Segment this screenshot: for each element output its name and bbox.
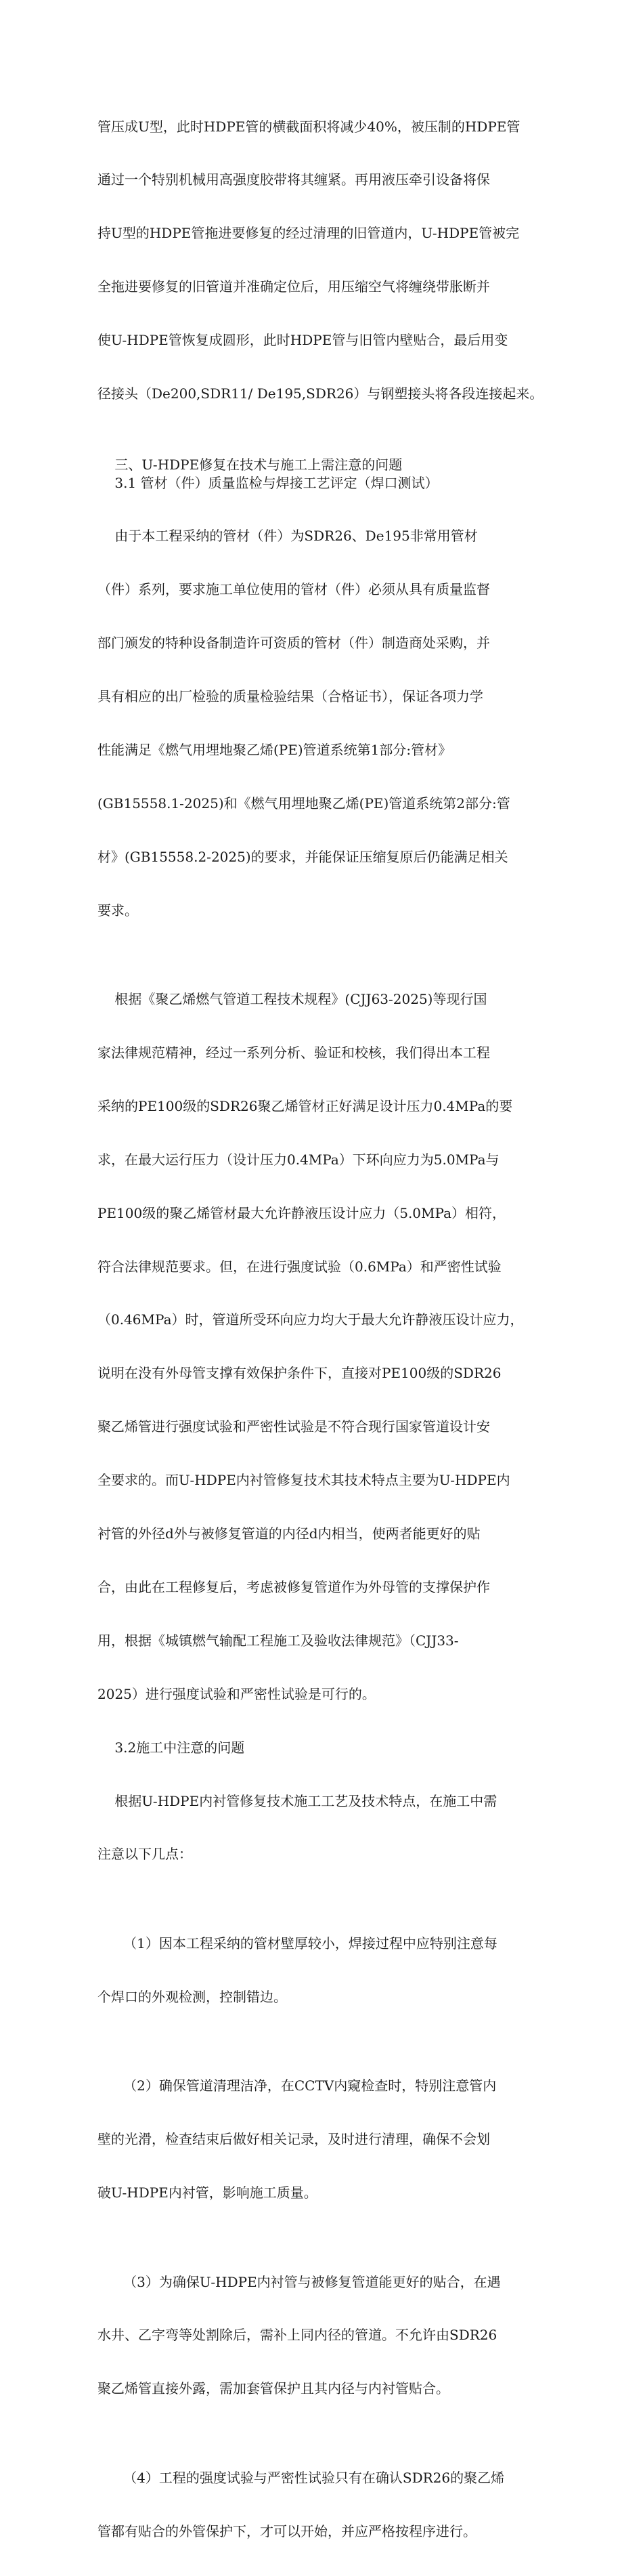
text-line: 壁的光滑，检查结束后做好相关记录，及时进行清理，确保不会划	[97, 2131, 490, 2148]
text-line: 2025）进行强度试验和严密性试验是可行的。	[97, 1685, 376, 1702]
text-line: （2）确保管道清理洁净，在CCTV内窥检查时，特别注意管内	[97, 2077, 497, 2094]
text-line: 衬管的外径d外与被修复管道的内径d内相当，使两者能更好的贴	[97, 1525, 481, 1542]
document-body	[97, 82, 551, 2576]
text-line: （1）因本工程采纳的管材壁厚较小，焊接过程中应特别注意每	[97, 1935, 497, 1951]
text-line: 使U-HDPE管恢复成圆形，此时HDPE管与旧管内壁贴合，最后用变	[97, 332, 508, 349]
text-line: （3）为确保U-HDPE内衬管与被修复管道能更好的贴合，在遇	[97, 2273, 501, 2290]
text-line: （4）工程的强度试验与严密性试验只有在确认SDR26的聚乙烯	[97, 2469, 505, 2486]
text-line: （件）系列，要求施工单位使用的管材（件）必须从具有质量监督	[97, 581, 490, 598]
text-line: 求，在最大运行压力（设计压力0.4MPa）下环向应力为5.0MPa与	[97, 1151, 500, 1168]
paragraph-gap	[97, 438, 551, 456]
text-line: 性能满足《燃气用埋地聚乙烯(PE)管道系统第1部分:管材》	[97, 741, 452, 758]
text-line: 通过一个特别机械用高强度胶带将其缠紧。再用液压牵引设备将保	[97, 171, 490, 188]
subsection-heading-3-2: 3.2施工中注意的问题	[97, 1739, 245, 1756]
text-line: 水井、乙字弯等处割除后，需补上同内径的管道。不允许由SDR26	[97, 2327, 497, 2344]
section-heading: 三、U-HDPE修复在技术与施工上需注意的问题	[97, 457, 403, 473]
text-line: 具有相应的出厂检验的质量检验结果（合格证书），保证各项力学	[97, 688, 483, 705]
list-item-2	[97, 2042, 551, 2237]
text-line: 说明在没有外母管支撑有效保护条件下，直接对PE100级的SDR26	[97, 1365, 502, 1382]
subsection-heading-3-1: 3.1 管材（件）质量监检与焊接工艺评定（焊口测试）	[97, 474, 439, 491]
intro-paragraph	[97, 82, 551, 438]
text-line: 用，根据《城镇燃气输配工程施工及验收法律规范》（CJJ33-	[97, 1632, 459, 1649]
paragraph-material-quality	[97, 492, 551, 955]
text-line: 由于本工程采纳的管材（件）为SDR26、De195非常用管材	[97, 528, 478, 545]
text-line: （0.46MPa）时，管道所受环向应力均大于最大允许静液压设计应力，	[97, 1311, 524, 1328]
text-line: 采纳的PE100级的SDR26聚乙烯管材正好满足设计压力0.4MPa的要	[97, 1097, 513, 1114]
text-line: 部门颁发的特种设备制造许可资质的管材（件）制造商处采购，并	[97, 635, 490, 652]
list-item-4	[97, 2433, 551, 2575]
text-line: 径接头（De200,SDR11/ De195,SDR26）与钢塑接头将各段连接起来。	[97, 385, 544, 402]
text-line: 聚乙烯管进行强度试验和严密性试验是不符合现行国家管道设计安	[97, 1418, 490, 1435]
text-line: (GB15558.1-2025)和《燃气用埋地聚乙烯(PE)管道系统第2部分:管	[97, 795, 510, 811]
text-line: 管都有贴合的外管保护下，才可以开始，并应严格按程序进行。	[97, 2522, 476, 2539]
text-line: 管压成U型，此时HDPE管的横截面积将减少40%，被压制的HDPE管	[97, 118, 520, 135]
list-item-1	[97, 1899, 551, 2041]
text-line: 家法律规范精神，经过一系列分析、验证和校核，我们得出本工程	[97, 1044, 490, 1061]
text-line: 材》(GB15558.2-2025)的要求，并能保证压缩复原后仍能满足相关	[97, 848, 508, 865]
paragraph-regulations	[97, 955, 551, 1739]
text-line: 全要求的。而U-HDPE内衬管修复技术其技术特点主要为U-HDPE内	[97, 1472, 510, 1489]
text-line: 要求。	[97, 902, 138, 919]
list-item-3	[97, 2237, 551, 2433]
text-line: 聚乙烯管直接外露，需加套管保护且其内径与内衬管贴合。	[97, 2380, 449, 2397]
text-line: PE100级的聚乙烯管材最大允许静液压设计应力（5.0MPa）相符，	[97, 1204, 506, 1221]
text-line: 持U型的HDPE管拖进要修复的经过清理的旧管道内，U-HDPE管被完	[97, 225, 520, 242]
text-line: 符合法律规范要求。但，在进行强度试验（0.6MPa）和严密性试验	[97, 1258, 502, 1275]
text-line: 个焊口的外观检测，控制错边。	[97, 1988, 287, 2005]
text-line: 根据《聚乙烯燃气管道工程技术规程》(CJJ63-2025)等现行国	[97, 991, 487, 1008]
text-line: 全拖进要修复的旧管道并准确定位后，用压缩空气将缠绕带胀断并	[97, 278, 490, 295]
text-line: 根据U-HDPE内衬管修复技术施工工艺及技术特点，在施工中需	[97, 1792, 497, 1809]
text-line: 注意以下几点：	[97, 1846, 192, 1863]
paragraph-construction-notes	[97, 1756, 551, 1899]
text-line: 合，由此在工程修复后，考虑被修复管道作为外母管的支撑保护作	[97, 1578, 490, 1595]
text-line: 破U-HDPE内衬管，影响施工质量。	[97, 2184, 317, 2201]
